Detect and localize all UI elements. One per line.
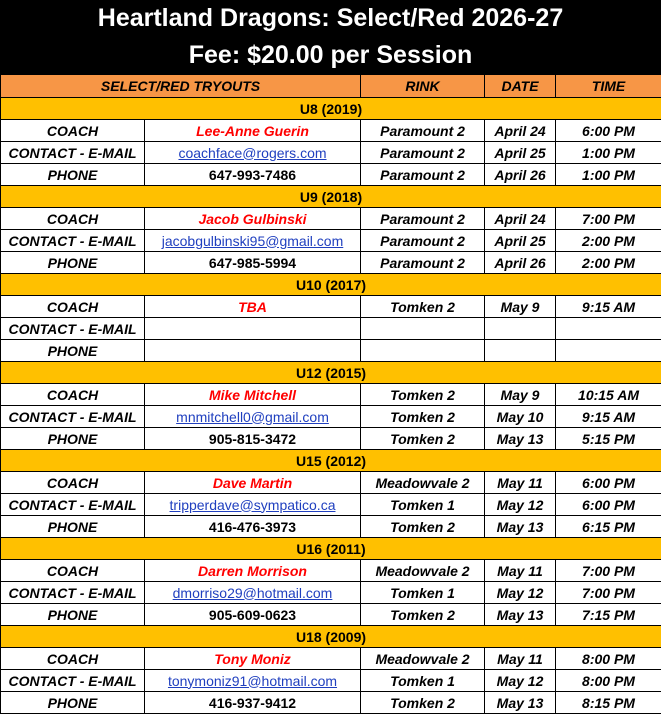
coach-email-link[interactable]: jacobgulbinski95@gmail.com — [145, 230, 361, 252]
age-group-label: U10 (2017) — [1, 274, 661, 296]
table-row — [1, 516, 661, 538]
time-cell: 7:15 PM — [556, 604, 661, 626]
date-cell: April 24 — [485, 208, 556, 230]
row-label: COACH — [1, 560, 145, 582]
row-label: COACH — [1, 120, 145, 142]
coach-name: Dave Martin — [145, 472, 361, 494]
date-cell: May 12 — [485, 494, 556, 516]
rink-cell: Meadowvale 2 — [361, 472, 485, 494]
date-cell: May 11 — [485, 648, 556, 670]
coach-phone: 905-815-3472 — [145, 428, 361, 450]
tryout-table — [0, 74, 661, 714]
time-cell: 6:00 PM — [556, 472, 661, 494]
date-cell: April 26 — [485, 252, 556, 274]
row-label: PHONE — [1, 252, 145, 274]
date-cell: April 26 — [485, 164, 556, 186]
table-row — [1, 252, 661, 274]
coach-phone: 905-609-0623 — [145, 604, 361, 626]
row-label: PHONE — [1, 516, 145, 538]
time-cell: 6:15 PM — [556, 516, 661, 538]
time-cell: 7:00 PM — [556, 582, 661, 604]
rink-cell: Paramount 2 — [361, 230, 485, 252]
coach-name: Jacob Gulbinski — [145, 208, 361, 230]
coach-email-link[interactable]: coachface@rogers.com — [145, 142, 361, 164]
row-label: CONTACT - E-MAIL — [1, 582, 145, 604]
coach-phone — [145, 340, 361, 362]
age-group-label: U9 (2018) — [1, 186, 661, 208]
date-cell: May 11 — [485, 472, 556, 494]
rink-cell — [361, 318, 485, 340]
age-group-label: U12 (2015) — [1, 362, 661, 384]
rink-cell: Tomken 1 — [361, 670, 485, 692]
time-cell: 1:00 PM — [556, 142, 661, 164]
group-header-row — [1, 274, 661, 296]
date-cell: May 9 — [485, 384, 556, 406]
date-cell — [485, 340, 556, 362]
coach-phone: 647-993-7486 — [145, 164, 361, 186]
row-label: COACH — [1, 648, 145, 670]
coach-phone: 647-985-5994 — [145, 252, 361, 274]
age-group-label: U16 (2011) — [1, 538, 661, 560]
date-cell: May 12 — [485, 670, 556, 692]
group-header-row — [1, 186, 661, 208]
coach-name: TBA — [145, 296, 361, 318]
coach-name: Lee-Anne Guerin — [145, 120, 361, 142]
table-row — [1, 560, 661, 582]
coach-name: Darren Morrison — [145, 560, 361, 582]
table-row — [1, 164, 661, 186]
time-cell: 8:00 PM — [556, 670, 661, 692]
group-header-row — [1, 538, 661, 560]
rink-cell: Tomken 2 — [361, 296, 485, 318]
header-tryouts: SELECT/RED TRYOUTS — [1, 75, 361, 98]
time-cell: 7:00 PM — [556, 560, 661, 582]
date-cell: May 9 — [485, 296, 556, 318]
rink-cell: Tomken 1 — [361, 494, 485, 516]
row-label: PHONE — [1, 164, 145, 186]
date-cell: May 13 — [485, 428, 556, 450]
time-cell: 10:15 AM — [556, 384, 661, 406]
rink-cell: Tomken 2 — [361, 692, 485, 714]
time-cell — [556, 340, 661, 362]
row-label: COACH — [1, 208, 145, 230]
rink-cell: Tomken 2 — [361, 384, 485, 406]
header-time: TIME — [556, 75, 661, 98]
table-row — [1, 494, 661, 516]
date-cell: April 25 — [485, 230, 556, 252]
table-row — [1, 318, 661, 340]
age-group-label: U15 (2012) — [1, 450, 661, 472]
table-row — [1, 428, 661, 450]
table-row — [1, 230, 661, 252]
date-cell — [485, 318, 556, 340]
row-label: PHONE — [1, 604, 145, 626]
rink-cell: Paramount 2 — [361, 164, 485, 186]
row-label: CONTACT - E-MAIL — [1, 494, 145, 516]
date-cell: May 11 — [485, 560, 556, 582]
time-cell: 2:00 PM — [556, 252, 661, 274]
time-cell: 5:15 PM — [556, 428, 661, 450]
rink-cell: Tomken 2 — [361, 406, 485, 428]
date-cell: May 13 — [485, 604, 556, 626]
age-group-label: U8 (2019) — [1, 98, 661, 120]
group-header-row — [1, 98, 661, 120]
table-body — [1, 98, 661, 714]
coach-email-link[interactable]: dmorriso29@hotmail.com — [145, 582, 361, 604]
row-label: COACH — [1, 296, 145, 318]
rink-cell — [361, 340, 485, 362]
coach-name: Tony Moniz — [145, 648, 361, 670]
rink-cell: Tomken 1 — [361, 582, 485, 604]
date-cell: May 13 — [485, 516, 556, 538]
row-label: CONTACT - E-MAIL — [1, 230, 145, 252]
row-label: PHONE — [1, 692, 145, 714]
table-row — [1, 142, 661, 164]
rink-cell: Paramount 2 — [361, 208, 485, 230]
fee-line: Fee: $20.00 per Session — [188, 41, 473, 69]
rink-cell: Paramount 2 — [361, 252, 485, 274]
date-cell: April 25 — [485, 142, 556, 164]
table-row — [1, 340, 661, 362]
time-cell: 6:00 PM — [556, 494, 661, 516]
table-row — [1, 648, 661, 670]
row-label: PHONE — [1, 340, 145, 362]
coach-email-link[interactable]: tripperdave@sympatico.ca — [145, 494, 361, 516]
rink-cell: Meadowvale 2 — [361, 648, 485, 670]
time-cell: 1:00 PM — [556, 164, 661, 186]
row-label: COACH — [1, 472, 145, 494]
time-cell — [556, 318, 661, 340]
coach-email-link[interactable]: mnmitchell0@gmail.com — [145, 406, 361, 428]
date-cell: May 13 — [485, 692, 556, 714]
table-row — [1, 208, 661, 230]
table-row — [1, 120, 661, 142]
row-label: CONTACT - E-MAIL — [1, 406, 145, 428]
coach-email-link — [145, 318, 361, 340]
date-cell: May 12 — [485, 582, 556, 604]
row-label: CONTACT - E-MAIL — [1, 670, 145, 692]
row-label: COACH — [1, 384, 145, 406]
coach-name: Mike Mitchell — [145, 384, 361, 406]
coach-phone: 416-476-3973 — [145, 516, 361, 538]
rink-cell: Paramount 2 — [361, 120, 485, 142]
coach-phone: 416-937-9412 — [145, 692, 361, 714]
header-rink: RINK — [361, 75, 485, 98]
rink-cell: Tomken 2 — [361, 428, 485, 450]
title-banner — [0, 0, 661, 74]
table-row — [1, 604, 661, 626]
table-row — [1, 406, 661, 428]
header-row — [1, 75, 661, 98]
time-cell: 7:00 PM — [556, 208, 661, 230]
group-header-row — [1, 450, 661, 472]
table-row — [1, 670, 661, 692]
time-cell: 9:15 AM — [556, 296, 661, 318]
table-row — [1, 296, 661, 318]
page-title: Heartland Dragons: Select/Red 2026-27 — [97, 4, 564, 32]
group-header-row — [1, 362, 661, 384]
date-cell: April 24 — [485, 120, 556, 142]
row-label: PHONE — [1, 428, 145, 450]
age-group-label: U18 (2009) — [1, 626, 661, 648]
row-label: CONTACT - E-MAIL — [1, 318, 145, 340]
coach-email-link[interactable]: tonymoniz91@hotmail.com — [145, 670, 361, 692]
rink-cell: Tomken 2 — [361, 604, 485, 626]
time-cell: 8:00 PM — [556, 648, 661, 670]
rink-cell: Tomken 2 — [361, 516, 485, 538]
group-header-row — [1, 626, 661, 648]
rink-cell: Meadowvale 2 — [361, 560, 485, 582]
time-cell: 9:15 AM — [556, 406, 661, 428]
table-row — [1, 582, 661, 604]
table-row — [1, 692, 661, 714]
time-cell: 8:15 PM — [556, 692, 661, 714]
rink-cell: Paramount 2 — [361, 142, 485, 164]
row-label: CONTACT - E-MAIL — [1, 142, 145, 164]
table-row — [1, 384, 661, 406]
table-row — [1, 472, 661, 494]
header-date: DATE — [485, 75, 556, 98]
date-cell: May 10 — [485, 406, 556, 428]
time-cell: 2:00 PM — [556, 230, 661, 252]
time-cell: 6:00 PM — [556, 120, 661, 142]
